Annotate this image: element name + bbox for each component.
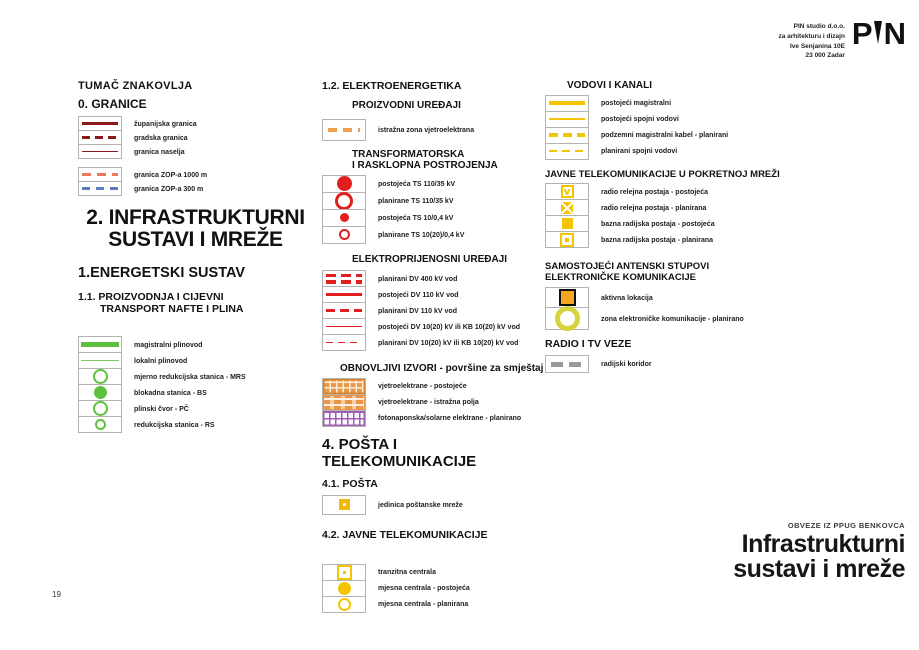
legend-row (545, 112, 810, 128)
obnovljivi-legend-table (322, 379, 554, 427)
studio-street: Ive Senjanina 10E (790, 42, 845, 50)
legend-label: mjesna centrala - postojeća (378, 585, 470, 592)
proizvodni-title: PROIZVODNI UREĐAJI (352, 100, 461, 111)
trafo-title-line2: I RASKLOPNA POSTROJENJA (352, 160, 498, 171)
legend-label: planirani DV 400 kV vod (378, 275, 458, 283)
legend-row (322, 287, 554, 303)
legend-label: planirane TS 110/35 kV (378, 197, 454, 205)
radio-title: RADIO I TV VEZE (545, 338, 632, 351)
legend-label: postojeća TS 10/0,4 kV (378, 214, 454, 222)
legend-label: postojeća TS 110/35 kV (378, 180, 456, 188)
local-gas-pipeline-line-icon (81, 360, 119, 362)
main-title (78, 207, 313, 252)
pin-logo-mark-icon (852, 18, 905, 49)
legend-title: TUMAČ ZNAKOVLJA (78, 80, 193, 92)
bs-station-dot-icon (94, 386, 107, 399)
legend-label: bazna radijska postaja - planirana (601, 236, 714, 244)
vodovi-legend-table (545, 96, 810, 160)
obnovljivi-title: OBNOVLJIVI IZVORI - površine za smještaj (340, 363, 544, 374)
legend-label: planirane TS 10(20)/0,4 kV (378, 231, 465, 239)
sheet-title (733, 532, 905, 582)
logo-triangle-icon (874, 21, 882, 44)
legend-label: jedinica poštanske mreže (378, 501, 463, 509)
antenski-legend-table (545, 288, 810, 330)
zop-300-line-icon (82, 187, 118, 190)
plin-legend-table (78, 337, 313, 433)
sheet-title-block (733, 521, 905, 582)
dv-10-existing-line-icon (326, 326, 362, 328)
legend-row (322, 581, 554, 597)
solar-planned-pattern-icon (323, 411, 365, 426)
sheet-title-line2: sustavi i mreže (733, 555, 905, 583)
legend-label: županijska granica (134, 120, 197, 128)
legend-row (545, 144, 810, 160)
comm-zone-ring-icon (555, 306, 580, 331)
legend-label: vjetroelektrane - postojeće (378, 383, 467, 390)
legend-label: blokadna stanica - BS (134, 389, 207, 397)
section-11-title (78, 291, 313, 315)
telekom-legend-table (322, 565, 554, 613)
legend-row (322, 496, 554, 515)
radio-relay-existing-square-icon (561, 185, 574, 198)
radio-corridor-line-icon (551, 362, 583, 367)
page-number: 19 (52, 590, 61, 599)
vodovi-title: VODOVI I KANALI (567, 80, 653, 91)
main-title-line2: SUSTAVI I MREŽE (108, 228, 283, 252)
legend-row (322, 271, 554, 287)
section-12-title: 1.2. ELEKTROENERGETIKA (322, 80, 462, 92)
county-border-line-icon (82, 122, 118, 125)
legend-label: vjetroelektrane - istražna polja (378, 399, 479, 406)
right-column (545, 80, 810, 373)
trafo-legend-table (322, 176, 554, 244)
radio-relay-planned-square-icon (561, 202, 573, 214)
legend-label: mjesna centrala - planirana (378, 601, 469, 608)
settlement-border-line-icon (82, 151, 118, 153)
legend-label: podzemni magistralni kabel - planirani (601, 132, 729, 139)
zop-legend-table (78, 168, 313, 196)
legend-label: granica naselja (134, 148, 185, 156)
legend-label: redukcijska stanica - RS (134, 421, 215, 429)
legend-row (322, 565, 554, 581)
legend-row (545, 200, 810, 216)
legend-label: postojeći spojni vodovi (601, 116, 679, 123)
legend-label: postojeći DV 110 kV vod (378, 291, 459, 299)
legend-row (322, 395, 554, 411)
istrazna-legend-table (322, 120, 554, 141)
legend-row (545, 308, 810, 330)
trafo-title-line1: TRANSFORMATORSKA (352, 148, 465, 160)
legend-label: tranzitna centrala (378, 569, 436, 576)
legend-label: granica ZOP-a 1000 m (134, 171, 208, 179)
legend-row (78, 168, 313, 182)
studio-name: PIN studio d.o.o. (793, 23, 845, 30)
legend-row (78, 131, 313, 145)
legend-row (78, 117, 313, 131)
legend-label: plinski čvor - PČ (134, 405, 189, 413)
legend-label: aktivna lokacija (601, 294, 653, 302)
wind-existing-pattern-icon (323, 379, 365, 394)
legend-label: granica ZOP-a 300 m (134, 185, 204, 193)
ts-10-04-existing-dot-icon (340, 213, 349, 222)
studio-city: 23 000 Zadar (805, 52, 845, 60)
section-11-line2: TRANSPORT NAFTE I PLINA (100, 303, 244, 315)
left-column (78, 80, 313, 433)
prijenos-title: ELEKTROPRIJENOSNI UREĐAJI (352, 253, 508, 265)
legend-label: planirani spojni vodovi (601, 148, 678, 155)
legend-row (78, 417, 313, 433)
section-11-line1: 1.1. PROIZVODNJA I CIJEVNI (78, 290, 224, 303)
main-gas-pipeline-line-icon (81, 342, 119, 347)
studio-tagline: za arhitekturu i dizajn (778, 32, 845, 40)
section-granice-title: 0. GRANICE (78, 97, 147, 111)
postal-unit-square-icon (339, 499, 350, 510)
local-exchange-existing-dot-icon (338, 582, 351, 595)
section-energetski-title: 1.ENERGETSKI SUSTAV (78, 264, 246, 281)
legend-label: planirani DV 110 kV vod (378, 307, 457, 315)
mrs-station-circle-icon (93, 369, 108, 384)
legend-row (322, 227, 554, 244)
pokretna-title: JAVNE TELEKOMUNIKACIJE U POKRETNOJ MREŽI (545, 168, 780, 180)
legend-label: bazna radijska postaja - postojeća (601, 220, 715, 228)
legend-label: lokalni plinovod (134, 357, 188, 365)
connecting-cable-existing-line-icon (549, 118, 585, 120)
legend-label: postojeći DV 10(20) kV ili KB 10(20) kV vod (378, 323, 520, 331)
section-41-title: 4.1. POŠTA (322, 477, 378, 490)
legend-row (322, 379, 554, 395)
main-cable-existing-line-icon (549, 101, 585, 105)
legend-row (78, 369, 313, 385)
legend-row (545, 96, 810, 112)
antenski-title-line2: ELEKTRONIČKE KOMUNIKACIJE (545, 272, 696, 284)
section-4-title: 4. POŠTA I TELEKOMUNIKACIJE (322, 435, 477, 470)
city-border-line-icon (82, 136, 118, 139)
legend-label: radijski koridor (601, 361, 652, 369)
legend-row (545, 232, 810, 248)
radio-legend-table (545, 356, 810, 373)
logo-letter-p: P (851, 16, 872, 51)
legend-label: radio relejna postaja - planirana (601, 204, 707, 212)
dv-110-existing-line-icon (326, 293, 362, 296)
transit-exchange-square-icon (337, 565, 352, 580)
studio-address (778, 18, 844, 61)
dv-110-planned-line-icon (326, 309, 362, 312)
posta-legend-table (322, 496, 554, 515)
legend-row (78, 337, 313, 353)
middle-column (322, 80, 554, 613)
wind-research-zone-line-icon (328, 128, 360, 132)
legend-row (322, 120, 554, 141)
legend-label: postojeći magistralni (601, 100, 672, 107)
sheet-kicker: OBVEZE IZ PPUG BENKOVCA (787, 521, 905, 530)
legend-label: magistralni plinovod (134, 341, 203, 349)
base-station-planned-square-icon (560, 233, 574, 247)
local-exchange-planned-ring-icon (338, 598, 351, 611)
antenski-title-line1: SAMOSTOJEĆI ANTENSKI STUPOVI (545, 261, 710, 273)
legend-row (322, 319, 554, 335)
dv-400-planned-line-icon (326, 274, 362, 284)
legend-row (322, 210, 554, 227)
dv-10-planned-line-icon (326, 342, 362, 344)
section-42-title: 4.2. JAVNE TELEKOMUNIKACIJE (322, 528, 488, 541)
legend-label: zona elektroničke komunikacije - planirano (601, 315, 744, 323)
legend-row (322, 335, 554, 351)
legend-row (322, 411, 554, 427)
legend-row (322, 193, 554, 210)
legend-row (322, 176, 554, 193)
legend-row (545, 128, 810, 144)
underground-main-cable-planned-line-icon (549, 133, 585, 137)
legend-label: gradska granica (134, 134, 188, 142)
legend-row (545, 356, 810, 373)
legend-row (78, 401, 313, 417)
gas-node-circle-icon (93, 401, 108, 416)
trafo-title (352, 149, 554, 172)
legend-row (78, 385, 313, 401)
legend-label: radio relejna postaja - postojeća (601, 188, 708, 196)
legend-row (78, 145, 313, 159)
legend-label: mjerno redukcijska stanica - MRS (134, 373, 246, 381)
legend-label: istražna zona vjetroelektrana (378, 126, 475, 134)
ts-110-35-planned-ring-icon (335, 192, 353, 210)
pin-studio-logo (778, 18, 905, 61)
sheet-title-line1: Infrastrukturni (741, 530, 905, 558)
legend-row (322, 303, 554, 319)
legend-label: fotonaponska/solarne elektrane - planirano (378, 415, 522, 422)
connecting-cable-planned-line-icon (549, 150, 585, 152)
rs-station-circle-icon (95, 419, 106, 430)
logo-letter-n: N (883, 16, 905, 51)
wind-research-pattern-icon (323, 395, 365, 410)
antenski-title (545, 262, 810, 284)
prijenos-legend-table (322, 271, 554, 351)
legend-row (545, 184, 810, 200)
legend-row (322, 597, 554, 613)
legend-row (545, 288, 810, 308)
main-title-line1: 2. INFRASTRUKTURNI (86, 206, 305, 229)
legend-label: planirani DV 10(20) kV ili KB 10(20) kV vod (378, 339, 519, 347)
ts-110-35-existing-dot-icon (337, 176, 352, 191)
pokretna-legend-table (545, 184, 810, 248)
base-station-existing-square-icon (562, 218, 573, 229)
legend-row (78, 353, 313, 369)
granice-legend-table (78, 117, 313, 159)
zop-1000-line-icon (82, 173, 118, 177)
legend-row (78, 182, 313, 196)
ts-10-04-planned-ring-icon (339, 229, 350, 240)
active-location-square-icon (559, 289, 576, 306)
legend-row (545, 216, 810, 232)
